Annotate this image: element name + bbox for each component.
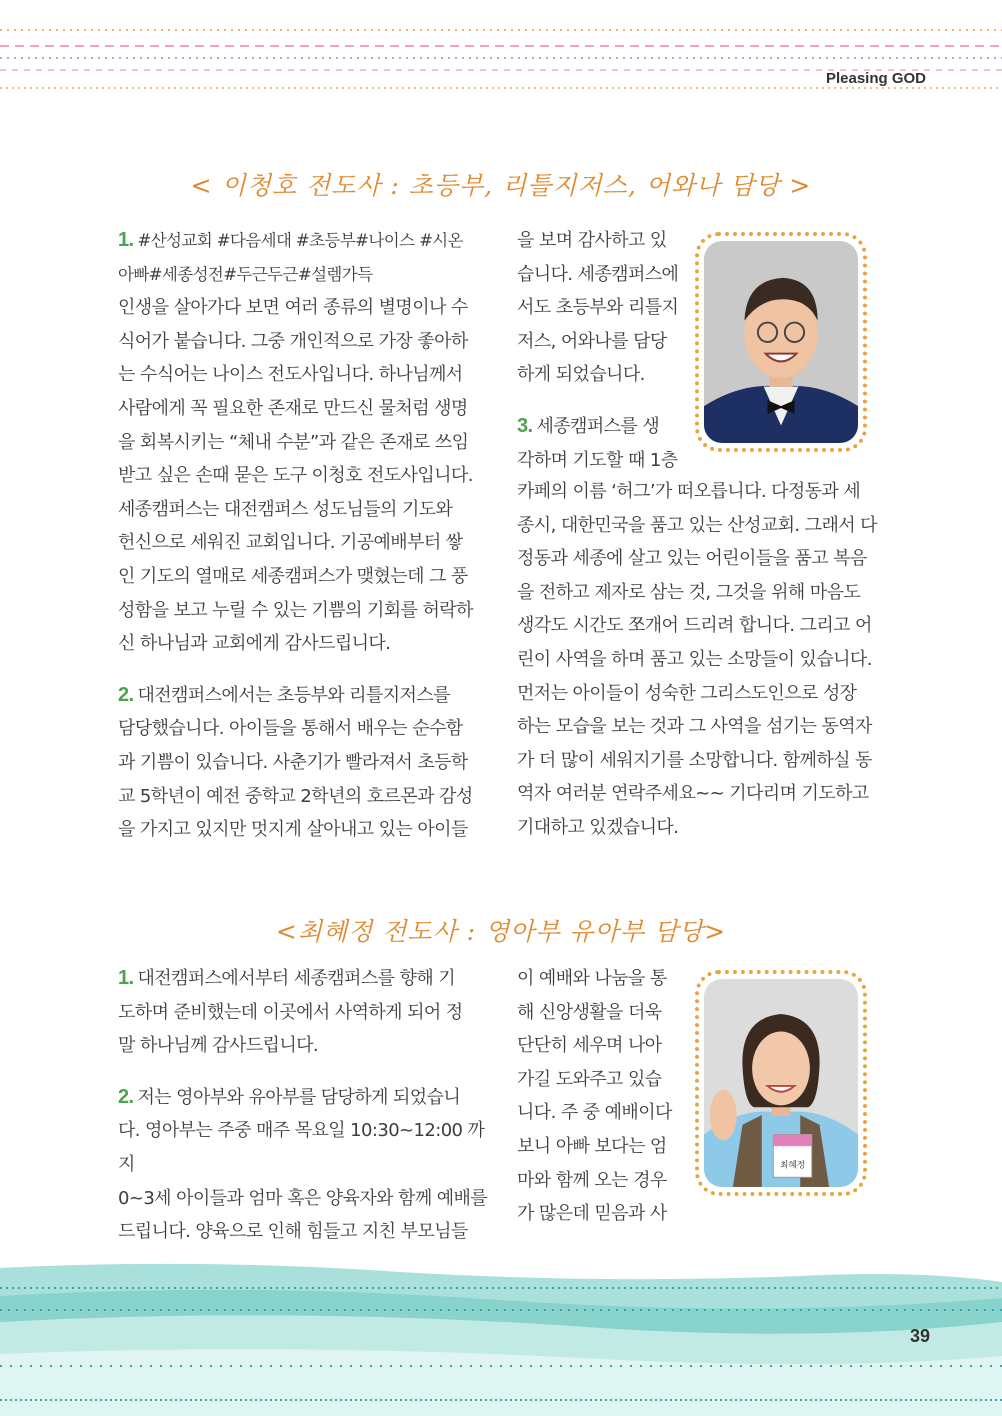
paragraph-3: 3. 세종캠퍼스를 생 각하며 기도할 때 1층 (517, 414, 678, 471)
section2-right-narrow: 이 예배와 나눔을 통 해 신앙생활을 더욱 단단히 세우며 나아 가길 도와주고 있습 니다. 주 중 예배이다 보니 아빠 보다는 엄 마와 함께 오는 경우 가 많은데 믿음과 사 (517, 968, 672, 1225)
paragraph-2: 2. 대전캠퍼스에서는 초등부와 리틀지저스를 담당했습니다. 아이들을 통해서 배우는 순수함 과 기쁨이 있습니다. 사춘기가 빨라져서 초등학 교 5학년이 예전 중학교 2학년의 호르몬과 감성 을 가지고 있지만 멋지게 살아내고 있는 아이들 (118, 683, 473, 841)
section1-right-narrow: 을 보며 감사하고 있 습니다. 세종캠퍼스에 서도 초등부와 리틀지 저스, 어와나를 담당 하게 되었습니다. 3. 세종캠퍼스를 생 각하며 기도할 때 1층 (517, 224, 687, 477)
portrait-frame-choi (695, 970, 867, 1196)
portrait-photo-lee (704, 241, 858, 443)
paragraph-number: 2. (118, 1085, 134, 1108)
page-number: 39 (909, 1326, 930, 1346)
section1-right-wide: 카페의 이름 ‘허그’가 떠오릅니다. 다정동과 세 종시, 대한민국을 품고 있는 산성교회. 그래서 다 정동과 세종에 살고 있는 어린이들을 품고 복음 을 전하고 제자로 삼는 것, 그것을 위해 마음도 생각도 시간도 쪼개어 드리려 합니다. 그리고 어 린이 사역을 하며 품고 있는 소망들이 있습니다. 먼저는 아이들이 성숙한 그리스도인으로 성장 하는 모습을 보는 것과 그 사역을 섬기는 동역자 가 더 많이 세워지기를 소망합니다. 함께하실 동 역자 여러분 연락주세요~~ 기다리며 기도하고 기대하고 있겠습니다. (517, 481, 877, 838)
paragraph-number: 3. (517, 414, 533, 437)
section2-left-column (118, 962, 490, 1249)
section-title-lee: < 이청호 전도사 : 초등부, 리틀지저스, 어와나 담당 > (190, 171, 812, 200)
section-title-choi: <최혜정 전도사 : 영아부 유아부 담당> (275, 917, 727, 946)
paragraph-number: 1. (118, 229, 134, 251)
bottom-decorative-band (0, 1262, 1002, 1416)
paragraph-1-body: 인생을 살아가다 보면 여러 종류의 별명이나 수 식어가 붙습니다. 그중 개인적으로 가장 좋아하 는 수식어는 나이스 전도사입니다. 하나님께서 사람에게 꼭 필요한 존재로 만드신 물처럼 생명 을 회복시키는 “체내 수분”과 같은 존재로 쓰임 받고 싶은 손때 묻은 도구 이청호 전도사입니다. 세종캠퍼스는 대전캠퍼스 성도님들의 기도와 헌신으로 세워진 교회입니다. 기공예배부터 쌓 인 기도의 열매로 세종캠퍼스가 맺혔는데 그 풍 성함을 보고 누릴 수 있는 기쁨의 기회를 허락하 신 하나님과 교회에게 감사드립니다. (118, 297, 473, 655)
paragraph-number: 2. (118, 683, 134, 706)
paragraph-1: 1. 대전캠퍼스에서부터 세종캠퍼스를 향해 기 도하며 준비했는데 이곳에서 사역하게 되어 정 말 하나님께 감사드립니다. (118, 967, 463, 1057)
running-header: Pleasing GOD (825, 70, 926, 87)
paragraph-1: 1. #산성교회 #다음세대 #초등부#나이스 #시온 아빠#세종성전#두근두근#설렘가득 (118, 229, 463, 284)
paragraph-number: 1. (118, 967, 134, 989)
portrait-photo-choi (704, 979, 858, 1187)
paragraph-2: 2. 저는 영아부와 유아부를 담당하게 되었습니 다. 영아부는 주중 매주 목요일 10:30~12:00 까지 0~3세 아이들과 엄마 혹은 양육자와 함께 예배를 드립니다. 양육으로 인해 힘들고 지친 부모님들 (118, 1085, 488, 1243)
portrait-frame-lee (695, 232, 867, 452)
name-badge-text: 최혜정 (780, 1160, 806, 1171)
section1-left-column (118, 224, 490, 847)
